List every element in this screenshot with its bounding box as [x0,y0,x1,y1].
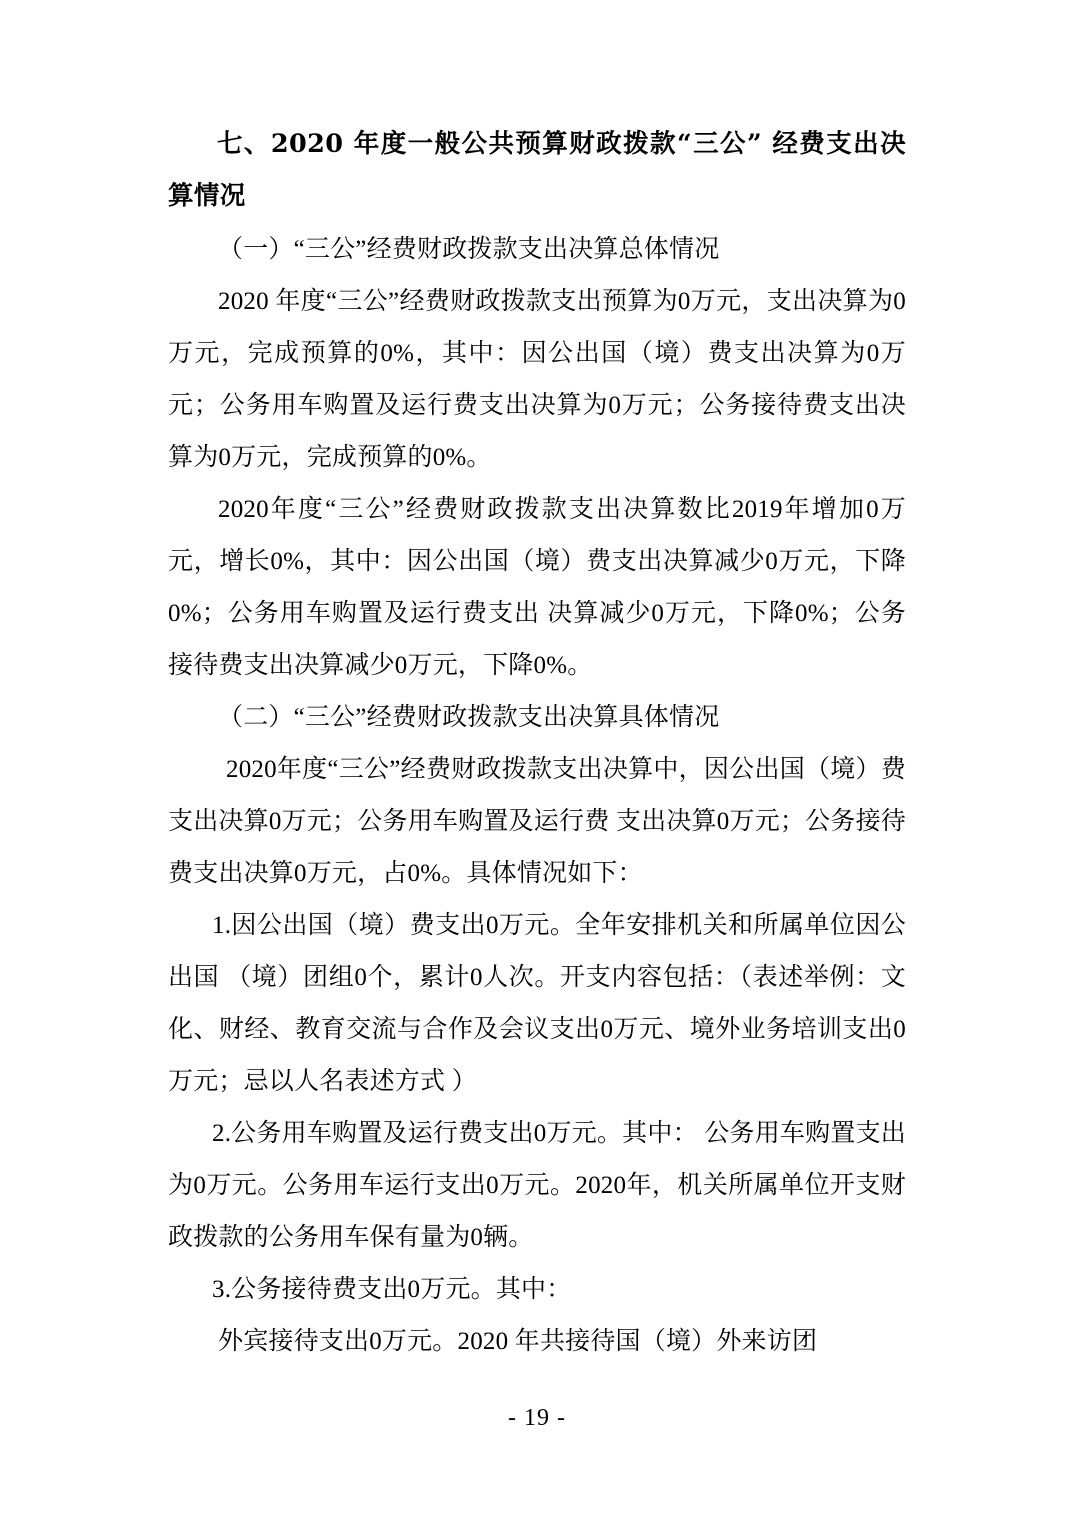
paragraph-2: 2020 年度“三公”经费财政拨款支出预算为0万元，支出决算为0万元，完成预算的0%，其中：因公出国（境）费支出决算为0万元；公务用车购置及运行费支出决算为0万元；公务接待费支出决算为0万元，完成预算的0%。 [168,288,906,471]
paragraph-7: 2.公务用车购置及运行费支出0万元。其中： 公务用车购置支出为0万元。公务用车运行支出0万元。2020年，机关所属单位开支财政拨款的公务用车保有量为0辆。 [168,1120,906,1251]
paragraph-5: 2020年度“三公”经费财政拨款支出决算中，因公出国（境）费支出决算0万元；公务用车购置及运行费 支出决算0万元；公务接待费支出决算0万元，占0%。具体情况如下： [168,756,906,887]
page-number: - 19 - [508,1405,566,1431]
document-body [168,118,906,1368]
paragraph-9: 外宾接待支出0万元。2020 年共接待国（境）外来访团 [218,1328,818,1355]
paragraph-1: （一）“三公”经费财政拨款支出决算总体情况 [218,236,720,263]
paragraph-8: 3.公务接待费支出0万元。其中： [212,1276,572,1303]
section-heading: 七、2020 年度一般公共预算财政拨款“三公” 经费支出决算情况 [168,129,906,211]
paragraph-4: （二）“三公”经费财政拨款支出决算具体情况 [218,704,720,731]
paragraph-6: 1.因公出国（境）费支出0万元。全年安排机关和所属单位因公出国 （境）团组0个，累计0人次。开支内容包括：（表述举例：文化、财经、教育交流与合作及会议支出0万元、境外业务培训支出0万元；忌以人名表述方式 ） [168,912,906,1095]
paragraph-3: 2020年度“三公”经费财政拨款支出决算数比2019年增加0万元，增长0%，其中：因公出国（境）费支出决算减少0万元，下降0%；公务用车购置及运行费支出 决算减少0万元，下降0%；公务接待费支出决算减少0万元，下降0%。 [168,496,906,679]
